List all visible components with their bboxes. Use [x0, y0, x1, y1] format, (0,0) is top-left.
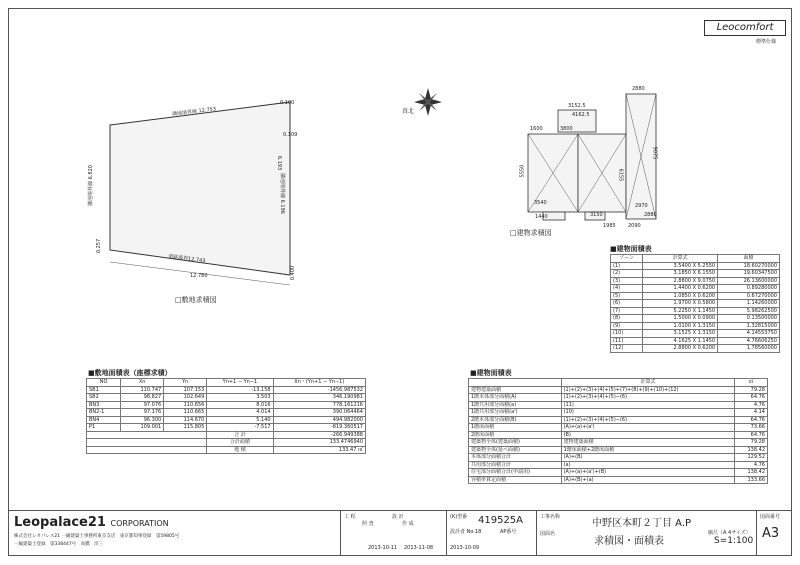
floor-row-cell: 133.66: [735, 476, 768, 484]
bldg-dim-3: 1440: [535, 214, 548, 220]
design-no: 設計者 No.18: [450, 529, 482, 535]
half-value: 133.4746940: [273, 439, 365, 447]
floor-row-cell: 2階本体部分面積(B): [469, 416, 562, 424]
site-row: [87, 401, 366, 409]
zone-row-cell: (12): [611, 345, 643, 353]
zone-row-cell: 4.14553750: [718, 330, 780, 338]
company-line-2: 一級建築士登録 第338447号 高橋 洋三: [14, 542, 104, 547]
floor-row-cell: (11): [561, 401, 735, 409]
floor-row-cell: 建築物全体(建築面積): [469, 439, 562, 447]
site-table-title: ■敷地面積表（座標求積）: [88, 369, 172, 377]
floor-row-cell: 138.42: [735, 446, 768, 454]
floor-row-cell: 64.76: [735, 394, 768, 402]
floor-row-cell: (B): [561, 431, 735, 439]
site-row: [87, 386, 366, 394]
stamp-label-0: 工 程: [344, 514, 356, 520]
brand-badge: Leocomfort: [704, 20, 786, 36]
floor-header: 計算式: [561, 379, 735, 387]
zone-row-cell: (8): [611, 315, 643, 323]
site-row-cell: 346.190981: [273, 394, 365, 402]
floor-row-cell: (1)+(2)+(3)+(4)+(5)−(6): [561, 394, 735, 402]
floor-row-cell: 住宅部分面積合計(申請用): [469, 469, 562, 477]
bldg-dim-5: 1985: [603, 223, 616, 229]
floor-row-cell: 1階本体部分面積(A): [469, 394, 562, 402]
drawing-name: 求積図・面積表: [594, 536, 664, 547]
zone-header: 面積: [718, 255, 780, 263]
zone-row: [611, 292, 780, 300]
building-plan-caption: □建物求積図: [510, 229, 552, 237]
floor-row-cell: 容積率算定面積: [469, 476, 562, 484]
site-header: Yn: [164, 379, 207, 387]
site-row: [87, 424, 366, 432]
bldg-dim-8: 2880: [644, 212, 657, 218]
ap-no: AP番号: [500, 529, 517, 535]
zone-row-cell: 2.8800 X 0.6200: [643, 345, 718, 353]
zone-row-cell: 1.78560000: [718, 345, 780, 353]
zone-row-cell: 3.1525 X 1.3150: [643, 330, 718, 338]
sheet-label: 図面番号: [760, 514, 781, 520]
area-value: [273, 446, 365, 454]
bldg-dim-10: 5550: [519, 164, 526, 178]
stamp-date-2: 2013-10-09: [450, 545, 480, 551]
floor-row: [469, 424, 768, 432]
stamp-label-1: 設 計: [392, 514, 404, 520]
sum-value: -266.949388: [273, 431, 365, 439]
zone-row: [611, 262, 780, 270]
floor-row-cell: 本体部分面積合計: [469, 454, 562, 462]
zone-row-cell: 1.14260000: [718, 300, 780, 308]
floor-row: [469, 431, 768, 439]
zone-row: [611, 322, 780, 330]
site-dim-top: 隣地境界線 12.753: [171, 106, 217, 118]
zone-header: ゾーン: [611, 255, 643, 263]
site-plot: [110, 102, 290, 275]
zone-row-cell: (2): [611, 270, 643, 278]
zone-row-cell: 1.4400 X 0.6200: [643, 285, 718, 293]
floor-row-cell: 4.76: [735, 461, 768, 469]
site-row-cell: SB1: [87, 386, 121, 394]
zone-row-cell: 0.67270000: [718, 292, 780, 300]
floor-row-cell: (1)+(2)+(3)+(4)+(5)+(7)+(8)+(9)+(10)+(12): [561, 386, 735, 394]
zone-row-cell: 26.13600000: [718, 277, 780, 285]
zone-table-title: ■建物面積表: [610, 245, 652, 253]
zone-row-cell: 0.13500000: [718, 315, 780, 323]
zone-row-cell: 1.0100 X 1.3150: [643, 322, 718, 330]
site-header: Xn: [121, 379, 164, 387]
site-row: [87, 409, 366, 417]
floor-row: [469, 401, 768, 409]
zone-header: 計算式: [643, 255, 718, 263]
site-dim-road: 道路境界12.743: [167, 253, 206, 265]
zone-area-table: [610, 254, 780, 353]
site-row-cell: -13.158: [207, 386, 273, 394]
floor-header: [469, 379, 562, 387]
site-row-cell: 97.076: [121, 401, 164, 409]
site-row-cell: 96.300: [121, 416, 164, 424]
bldg-dim-7: 2090: [628, 223, 641, 229]
brand-sub: 標準仕様: [756, 39, 777, 45]
building-plan: [528, 94, 656, 220]
bldg-dim-11: 6155: [617, 168, 624, 182]
site-row-cell: 4.014: [207, 409, 273, 417]
floor-row-cell: 73.66: [735, 424, 768, 432]
site-row-cell: BN2-1: [87, 409, 121, 417]
zone-row-cell: (9): [611, 322, 643, 330]
site-row-cell: 107.153: [164, 386, 207, 394]
zone-row-cell: (6): [611, 300, 643, 308]
floor-header: ㎡: [735, 379, 768, 387]
zone-row-cell: (5): [611, 292, 643, 300]
zone-row-cell: (10): [611, 330, 643, 338]
floor-row-cell: 64.76: [735, 416, 768, 424]
floor-row-cell: (A)+(a)+(a')+(B): [561, 469, 735, 477]
north-label: 真北: [402, 108, 415, 115]
sum-label: 合 計: [207, 431, 273, 439]
floor-row-cell: 1階共用部分面積(a'): [469, 409, 562, 417]
floor-row-cell: (A)+(B)+(a): [561, 476, 735, 484]
logo-text: Leopalace21: [14, 515, 106, 530]
site-row-cell: 97.176: [121, 409, 164, 417]
bldg-dim-1: 4162.5: [572, 112, 590, 118]
site-row-cell: 102.649: [164, 394, 207, 402]
zone-row-cell: 3.1850 X 6.1550: [643, 270, 718, 278]
floor-row-cell: (A)+(a)+(a'): [561, 424, 735, 432]
zone-row: [611, 270, 780, 278]
bldg-dim-13: 1600: [530, 126, 543, 132]
floor-row-cell: 64.76: [735, 431, 768, 439]
floor-row: [469, 409, 768, 417]
site-row-cell: -819.360517: [273, 424, 365, 432]
zone-row-cell: (1): [611, 262, 643, 270]
bldg-dim-12: 2970: [635, 203, 648, 209]
zone-row-cell: (3): [611, 277, 643, 285]
site-row-cell: 8.016: [207, 401, 273, 409]
floor-row-cell: 138.42: [735, 469, 768, 477]
zone-row: [611, 277, 780, 285]
site-header: NO: [87, 379, 121, 387]
floor-row-cell: 1階共用部分面積(a): [469, 401, 562, 409]
site-row: [87, 416, 366, 424]
site-dim-e: 6.193: [276, 155, 283, 171]
floor-row-cell: 建築物全体(延べ面積): [469, 446, 562, 454]
site-row-cell: 5.140: [207, 416, 273, 424]
floor-row-cell: (1)+(2)+(3)+(4)+(5)−(6): [561, 416, 735, 424]
site-dim-right: 隣地境界線 6.196: [278, 173, 285, 214]
zone-row: [611, 345, 780, 353]
site-header: Yn+1 − Yn−1: [207, 379, 273, 387]
zone-row-cell: 1.5000 X 0.0900: [643, 315, 718, 323]
floor-row-cell: 4.14: [735, 409, 768, 417]
plan-number: 419525A: [478, 515, 524, 526]
floor-row: [469, 446, 768, 454]
zone-row-cell: 2.8800 X 9.0750: [643, 277, 718, 285]
zone-row-cell: 1.32815000: [718, 322, 780, 330]
project-label: 工事名称: [540, 514, 561, 520]
site-header: Xn・(Yn+1 − Yn−1): [273, 379, 365, 387]
site-dim-bottom: 12.780: [190, 273, 208, 279]
site-row-cell: 778.161216: [273, 401, 365, 409]
area-unit: ㎡: [357, 446, 363, 453]
zone-row-cell: 19.60347500: [718, 270, 780, 278]
half-label: 合計面積: [207, 439, 273, 447]
plan-label: (K)型番: [450, 514, 468, 520]
stamp-label-2: 照 査: [362, 521, 374, 527]
bldg-dim-0: 3152.5: [568, 103, 586, 109]
zone-row: [611, 337, 780, 345]
scale-label: 縮尺（A 4サイズ）: [708, 530, 751, 536]
floor-row-cell: 129.52: [735, 454, 768, 462]
site-row-cell: -1456.987532: [273, 386, 365, 394]
zone-row-cell: 4.76606250: [718, 337, 780, 345]
floor-row-cell: 79.28: [735, 439, 768, 447]
site-plan-caption: □敷地求積図: [175, 296, 217, 304]
company-logo: [14, 515, 169, 530]
site-dim-b: 0.109: [283, 132, 298, 138]
site-row-cell: 98.827: [121, 394, 164, 402]
area-label: 地 積: [207, 446, 273, 454]
zone-row-cell: 18.60270000: [718, 262, 780, 270]
zone-row-cell: 5.2250 X 1.1450: [643, 307, 718, 315]
bldg-dim-14: 3800: [560, 126, 573, 132]
stamp-date-0: 2013-10-11: [368, 545, 398, 551]
floor-row-cell: 79.28: [735, 386, 768, 394]
zone-row-cell: 4.1625 X 1.1450: [643, 337, 718, 345]
site-area-table: [86, 378, 366, 454]
zone-row: [611, 307, 780, 315]
floor-row: [469, 476, 768, 484]
site-row-cell: 110.656: [164, 401, 207, 409]
site-row-cell: 3.503: [207, 394, 273, 402]
site-row-cell: 109.001: [121, 424, 164, 432]
site-row-cell: BN3: [87, 401, 121, 409]
zone-row-cell: 1.9700 X 0.5800: [643, 300, 718, 308]
zone-row-cell: 1.0850 X 0.6200: [643, 292, 718, 300]
zone-row-cell: 3.5400 X 5.2550: [643, 262, 718, 270]
site-row-cell: 110.665: [164, 409, 207, 417]
floor-row: [469, 386, 768, 394]
floor-row-cell: 共用部分面積合計: [469, 461, 562, 469]
stamp-label-3: 作 成: [402, 521, 414, 527]
floor-row-cell: (a): [561, 461, 735, 469]
floor-row-cell: 建物建築面積: [561, 439, 735, 447]
site-row: [87, 394, 366, 402]
floor-row: [469, 394, 768, 402]
sheet-number: A3: [762, 526, 780, 541]
site-row-cell: 115.805: [164, 424, 207, 432]
area-number: 133.47: [338, 446, 357, 453]
floor-row: [469, 439, 768, 447]
floor-row: [469, 416, 768, 424]
floor-row-cell: (A)+(B): [561, 454, 735, 462]
bldg-dim-6: 2880: [632, 86, 645, 92]
zone-row: [611, 300, 780, 308]
site-row-cell: -7.517: [207, 424, 273, 432]
company-line-1: 株式会社レオパレス21 一級建築士事務所東京支店 東京都知事登録 第59805号: [14, 534, 180, 539]
site-row-cell: 494.982000: [273, 416, 365, 424]
logo-corp: CORPORATION: [110, 519, 169, 528]
floor-row-cell: 1階床面積+2階床面積: [561, 446, 735, 454]
zone-row-cell: (11): [611, 337, 643, 345]
zone-row-cell: 0.89280000: [718, 285, 780, 293]
floor-row-cell: 4.76: [735, 401, 768, 409]
scale-value: S=1:100: [714, 536, 754, 546]
stamp-date-1: 2013-11-08: [404, 545, 434, 551]
bldg-dim-2: 3540: [534, 200, 547, 206]
floor-row: [469, 454, 768, 462]
site-row-cell: 110.747: [121, 386, 164, 394]
zone-row-cell: (4): [611, 285, 643, 293]
site-dim-left: 隣地境界線 6.820: [87, 165, 94, 206]
floor-table-title: ■建物面積表: [470, 369, 512, 377]
site-row-cell: 390.064464: [273, 409, 365, 417]
zone-row-cell: (7): [611, 307, 643, 315]
site-dim-d: 0.400: [290, 265, 297, 281]
zone-row: [611, 285, 780, 293]
zone-row: [611, 330, 780, 338]
zone-row-cell: 5.98262500: [718, 307, 780, 315]
project-name: 中野区本町２丁目 A.P: [592, 518, 692, 529]
floor-row-cell: 建物建築面積: [469, 386, 562, 394]
floor-row-cell: 2階床面積: [469, 431, 562, 439]
site-row-cell: SB2: [87, 394, 121, 402]
site-dim-c: 0.257: [96, 238, 103, 254]
site-dim-a: 0.100: [280, 100, 295, 106]
floor-row-cell: (10): [561, 409, 735, 417]
floor-area-table: [468, 378, 768, 484]
bldg-dim-9: 9075: [651, 146, 658, 160]
site-row-cell: BN4: [87, 416, 121, 424]
floor-row: [469, 469, 768, 477]
floor-row: [469, 461, 768, 469]
floor-row-cell: 1階床面積: [469, 424, 562, 432]
site-row-cell: P1: [87, 424, 121, 432]
north-arrow-icon: [414, 88, 442, 116]
drawing-label: 図面名: [540, 531, 556, 537]
zone-row: [611, 315, 780, 323]
site-row-cell: 114.670: [164, 416, 207, 424]
bldg-dim-4: 3150: [590, 212, 603, 218]
